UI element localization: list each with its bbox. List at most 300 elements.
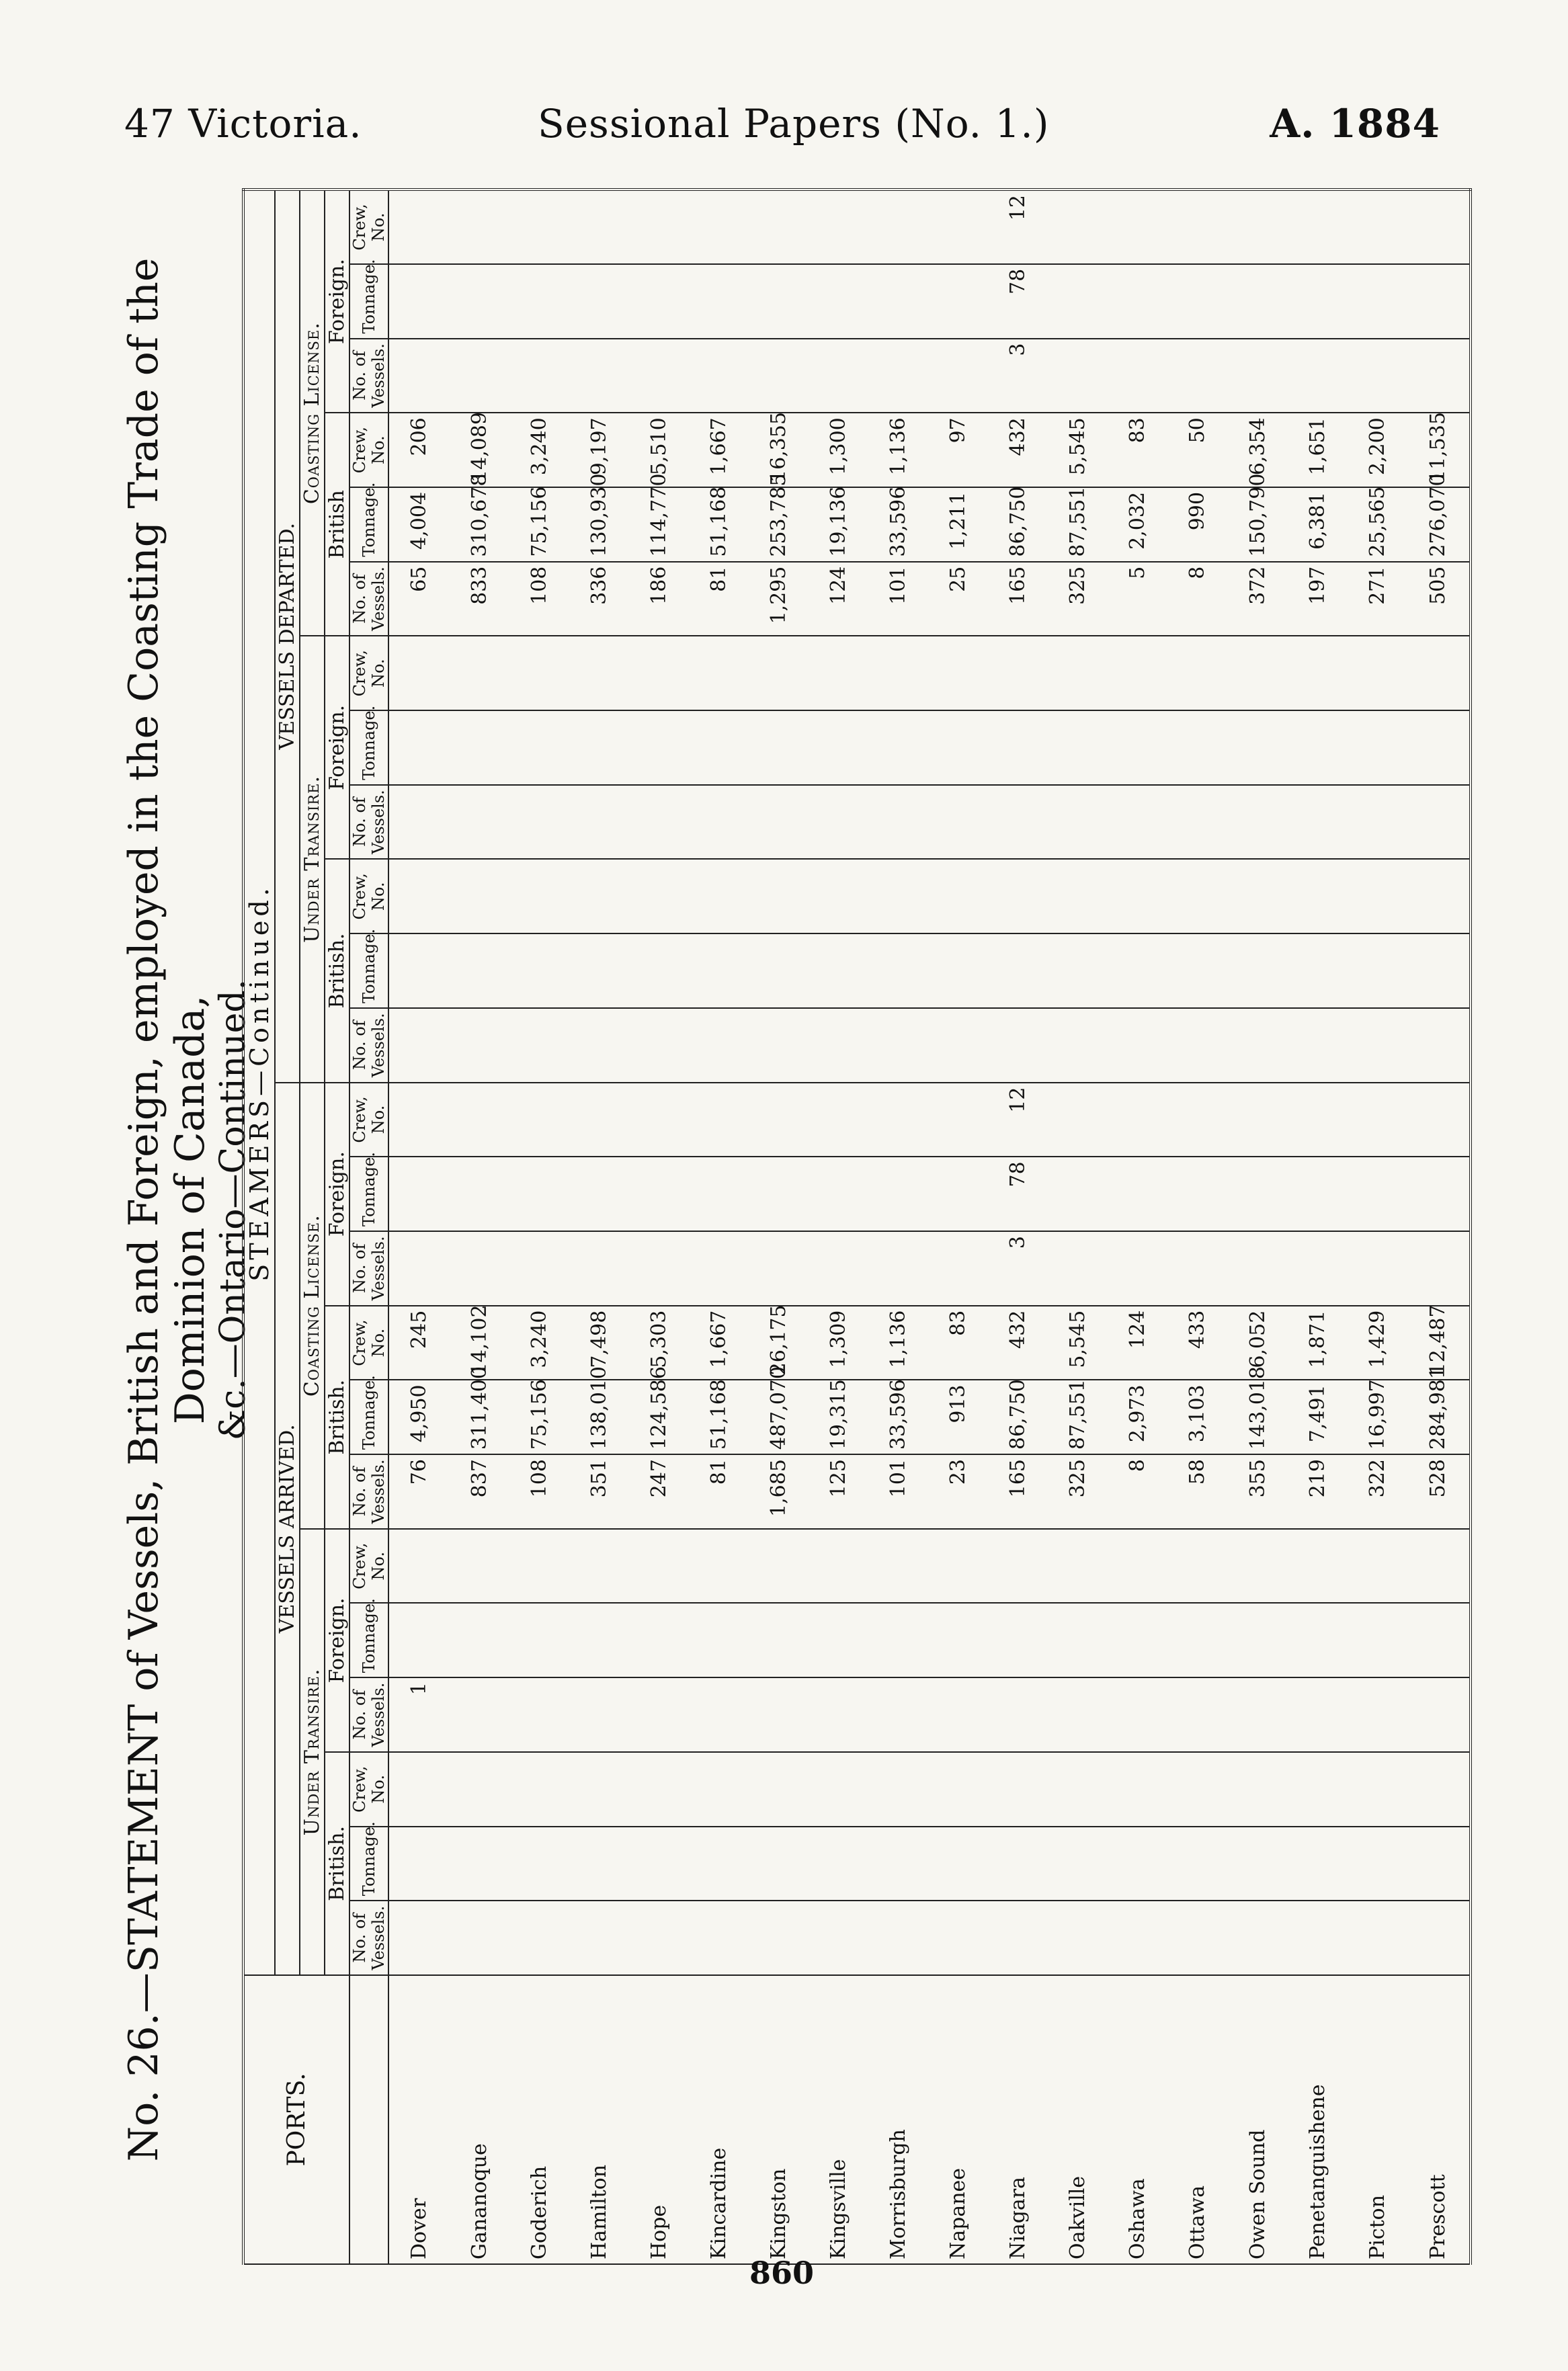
table-cell: [1228, 1752, 1288, 1827]
table-cell: [388, 933, 450, 1008]
table-cell: 1,136: [869, 413, 929, 487]
column-header-crew: Crew, No.: [349, 859, 388, 933]
table-cell: [450, 1827, 509, 1901]
table-cell: [869, 785, 929, 860]
table-cell: [1288, 710, 1348, 785]
ports-header: PORTS.: [243, 1975, 349, 2264]
table-cell: 3: [989, 339, 1048, 413]
table-cell: [1348, 1008, 1407, 1083]
table-cell: [749, 785, 809, 860]
table-cell: [1407, 710, 1471, 785]
table-cell: [869, 1752, 929, 1827]
column-header-tonnage: Tonnage.: [349, 264, 388, 339]
running-head-left: 47 Victoria.: [124, 101, 362, 147]
vessels-arrived-header: VESSELS ARRIVED.: [275, 1083, 300, 1975]
table-cell: [1168, 785, 1228, 860]
table-row: [869, 190, 929, 2264]
table-cell: 1,309: [809, 1306, 869, 1380]
table-row: [630, 190, 690, 2264]
table-cell: [690, 636, 749, 710]
table-cell: [1288, 1901, 1348, 1975]
table-cell: [929, 339, 989, 413]
port-name: Owen Sound: [1228, 1975, 1288, 2264]
table-cell: 50: [1168, 413, 1228, 487]
table-cell: [929, 1529, 989, 1604]
table-cell: [1407, 1157, 1471, 1231]
table-cell: 130,930: [569, 487, 629, 562]
table-cell: 372: [1228, 562, 1288, 636]
table-cell: [1048, 785, 1108, 860]
table-cell: [1048, 1901, 1108, 1975]
table-cell: [690, 1083, 749, 1157]
table-cell: [1288, 1083, 1348, 1157]
table-cell: [869, 1231, 929, 1306]
table-cell: 78: [989, 264, 1048, 339]
table-cell: [929, 710, 989, 785]
port-name: Kingston: [749, 1975, 809, 2264]
table-cell: 108: [509, 1454, 569, 1529]
table-cell: [630, 859, 690, 933]
table-cell: [989, 1008, 1048, 1083]
table-cell: 432: [989, 1306, 1048, 1380]
table-cell: [1168, 859, 1228, 933]
table-cell: [1168, 339, 1228, 413]
table-cell: [630, 1008, 690, 1083]
table-cell: [509, 1827, 569, 1901]
column-header-crew: Crew, No.: [349, 1752, 388, 1827]
table-cell: [1407, 190, 1471, 264]
port-name: Gananoque: [450, 1975, 509, 2264]
table-cell: [569, 1529, 629, 1604]
departed-coasting-license-header: Coasting License.: [300, 190, 325, 636]
table-cell: [1288, 859, 1348, 933]
table-cell: 505: [1407, 562, 1471, 636]
table-cell: [388, 1603, 450, 1677]
table-cell: [388, 1752, 450, 1827]
table-cell: [509, 636, 569, 710]
table-cell: 1: [388, 1677, 450, 1752]
table-cell: [869, 339, 929, 413]
port-name: Kingsville: [809, 1975, 869, 2264]
table-cell: [1048, 1231, 1108, 1306]
table-cell: 124,586: [630, 1380, 690, 1454]
port-name: Kincardine: [690, 1975, 749, 2264]
table-cell: [1108, 1677, 1168, 1752]
table-cell: [929, 859, 989, 933]
table-cell: 487,070: [749, 1380, 809, 1454]
table-cell: [1048, 264, 1108, 339]
table-cell: [749, 710, 809, 785]
table-cell: [1407, 1231, 1471, 1306]
table-cell: 81: [690, 1454, 749, 1529]
table-cell: [388, 1083, 450, 1157]
port-name: Hamilton: [569, 1975, 629, 2264]
table-cell: [450, 1529, 509, 1604]
table-cell: [690, 339, 749, 413]
table-row: [929, 190, 989, 2264]
table-cell: [1048, 1157, 1108, 1231]
table-cell: [1228, 1008, 1288, 1083]
column-header-crew: Crew, No.: [349, 190, 388, 264]
table-cell: [1048, 859, 1108, 933]
table-cell: [1048, 1677, 1108, 1752]
port-name: Oakville: [1048, 1975, 1108, 2264]
table-cell: 25,565: [1348, 487, 1407, 562]
port-name: Hope: [630, 1975, 690, 2264]
table-cell: [690, 1008, 749, 1083]
table-cell: [630, 1827, 690, 1901]
table-cell: [1228, 1603, 1288, 1677]
table-cell: [989, 1827, 1048, 1901]
table-cell: [1348, 1231, 1407, 1306]
port-name: Oshawa: [1108, 1975, 1168, 2264]
table-cell: [1048, 1603, 1108, 1677]
table-cell: [809, 933, 869, 1008]
table-cell: [1108, 1157, 1168, 1231]
table-cell: [1348, 1752, 1407, 1827]
table-cell: 311,400: [450, 1380, 509, 1454]
table-cell: [749, 636, 809, 710]
table-cell: [809, 190, 869, 264]
table-cell: 336: [569, 562, 629, 636]
table-cell: [749, 1529, 809, 1604]
table-cell: [569, 859, 629, 933]
table-cell: [509, 1529, 569, 1604]
table-cell: [869, 1901, 929, 1975]
table-cell: [1108, 339, 1168, 413]
table-cell: [1168, 933, 1228, 1008]
table-cell: [1168, 636, 1228, 710]
table-cell: [749, 264, 809, 339]
table-cell: [569, 1231, 629, 1306]
table-cell: [388, 1901, 450, 1975]
table-cell: [1288, 636, 1348, 710]
table-row: [1407, 190, 1471, 2264]
table-cell: 16,997: [1348, 1380, 1407, 1454]
table-cell: 65: [388, 562, 450, 636]
port-name: Picton: [1348, 1975, 1407, 2264]
column-header-vessels: No. of Vessels.: [349, 339, 388, 413]
table-cell: [1048, 1008, 1108, 1083]
table-cell: [450, 1157, 509, 1231]
table-cell: [388, 264, 450, 339]
table-cell: 2,973: [1108, 1380, 1168, 1454]
table-row: [1048, 190, 1108, 2264]
table-cell: 108: [509, 562, 569, 636]
table-cell: [749, 859, 809, 933]
table-cell: 9,197: [569, 413, 629, 487]
column-header-tonnage: Tonnage.: [349, 1603, 388, 1677]
table-cell: [509, 264, 569, 339]
table-cell: [388, 1157, 450, 1231]
table-cell: [1288, 1008, 1348, 1083]
table-cell: [1407, 1603, 1471, 1677]
table-cell: 5,303: [630, 1306, 690, 1380]
table-cell: [1348, 1827, 1407, 1901]
table-cell: [630, 1752, 690, 1827]
table-cell: [630, 1529, 690, 1604]
table-cell: [388, 710, 450, 785]
table-cell: [450, 859, 509, 933]
table-cell: 1,429: [1348, 1306, 1407, 1380]
table-cell: [749, 1901, 809, 1975]
column-header-tonnage: Tonnage.: [349, 1380, 388, 1454]
table-cell: [690, 264, 749, 339]
table-cell: 528: [1407, 1454, 1471, 1529]
table-cell: [1348, 1529, 1407, 1604]
table-cell: [1348, 1901, 1407, 1975]
subheader-foreign: Foreign.: [325, 190, 349, 413]
table-cell: [450, 190, 509, 264]
table-cell: 33,596: [869, 487, 929, 562]
table-cell: [809, 710, 869, 785]
table-cell: [1108, 859, 1168, 933]
table-cell: [1228, 264, 1288, 339]
table-cell: [1288, 339, 1348, 413]
table-cell: [690, 1901, 749, 1975]
table-cell: [630, 1677, 690, 1752]
column-header-vessels: No. of Vessels.: [349, 562, 388, 636]
table-cell: 1,667: [690, 413, 749, 487]
table-cell: [450, 933, 509, 1008]
table-cell: [929, 933, 989, 1008]
column-header-tonnage: Tonnage.: [349, 1827, 388, 1901]
table-cell: [749, 1677, 809, 1752]
table-cell: [809, 1083, 869, 1157]
departed-under-transire-header: Under Transire.: [300, 636, 325, 1082]
table-cell: [1407, 339, 1471, 413]
coasting-trade-table-wrap: [242, 188, 1472, 2265]
table-cell: [1168, 710, 1228, 785]
subheader-british: British: [325, 413, 349, 636]
table-cell: [1407, 859, 1471, 933]
table-cell: [690, 710, 749, 785]
table-cell: [1228, 785, 1288, 860]
table-cell: [1108, 1231, 1168, 1306]
table-cell: 87,551: [1048, 487, 1108, 562]
table-cell: [989, 1901, 1048, 1975]
table-cell: [749, 1231, 809, 1306]
table-cell: [1168, 1157, 1228, 1231]
table-cell: [1288, 1157, 1348, 1231]
table-row: [1108, 190, 1168, 2264]
table-cell: [690, 1231, 749, 1306]
table-cell: [1407, 1008, 1471, 1083]
table-cell: [929, 1008, 989, 1083]
table-cell: [630, 190, 690, 264]
table-cell: 322: [1348, 1454, 1407, 1529]
table-cell: 51,168: [690, 1380, 749, 1454]
table-cell: 23: [929, 1454, 989, 1529]
table-cell: [1288, 190, 1348, 264]
table-cell: 8: [1108, 1454, 1168, 1529]
table-cell: 1,667: [690, 1306, 749, 1380]
column-header-crew: Crew, No.: [349, 636, 388, 710]
table-cell: 833: [450, 562, 509, 636]
table-cell: 1,651: [1288, 413, 1348, 487]
table-cell: [450, 1603, 509, 1677]
table-cell: [450, 339, 509, 413]
running-head-center: Sessional Papers (No. 1.): [538, 101, 1050, 147]
table-cell: [1407, 264, 1471, 339]
table-cell: [1288, 264, 1348, 339]
table-cell: [388, 1827, 450, 1901]
table-cell: 124: [809, 562, 869, 636]
table-cell: [1348, 190, 1407, 264]
table-cell: [1228, 1901, 1288, 1975]
table-cell: [929, 1603, 989, 1677]
table-cell: [388, 1008, 450, 1083]
table-cell: [1168, 1083, 1228, 1157]
table-cell: [1407, 933, 1471, 1008]
table-cell: [630, 1603, 690, 1677]
table-cell: [929, 1827, 989, 1901]
table-cell: 125: [809, 1454, 869, 1529]
table-cell: 5,545: [1048, 413, 1108, 487]
subheader-british: British.: [325, 859, 349, 1082]
running-head-right: A. 1884: [1270, 101, 1440, 147]
table-cell: [569, 1157, 629, 1231]
table-row: [509, 190, 569, 2264]
table-cell: [1407, 636, 1471, 710]
table-cell: [1108, 1752, 1168, 1827]
table-cell: [569, 636, 629, 710]
table-cell: [1407, 1529, 1471, 1604]
table-cell: [1168, 1529, 1228, 1604]
table-cell: [388, 785, 450, 860]
column-header-tonnage: Tonnage.: [349, 710, 388, 785]
table-cell: [749, 1752, 809, 1827]
table-cell: [869, 1529, 929, 1604]
table-cell: [929, 264, 989, 339]
table-cell: [509, 1603, 569, 1677]
table-cell: 2,200: [1348, 413, 1407, 487]
table-cell: [929, 1083, 989, 1157]
table-cell: 913: [929, 1380, 989, 1454]
table-cell: [929, 785, 989, 860]
port-name: Morrisburgh: [869, 1975, 929, 2264]
table-cell: 3,240: [509, 413, 569, 487]
table-cell: [809, 339, 869, 413]
table-cell: [1348, 264, 1407, 339]
table-cell: 247: [630, 1454, 690, 1529]
port-name: Goderich: [509, 1975, 569, 2264]
table-cell: [929, 1231, 989, 1306]
table-cell: [1108, 1901, 1168, 1975]
table-cell: 83: [1108, 413, 1168, 487]
table-cell: 990: [1168, 487, 1228, 562]
table-cell: 150,790: [1228, 487, 1288, 562]
table-cell: [1108, 933, 1168, 1008]
table-cell: [1108, 1603, 1168, 1677]
column-header-crew: Crew, No.: [349, 1083, 388, 1157]
table-cell: [809, 264, 869, 339]
table-cell: [630, 1231, 690, 1306]
table-cell: [1168, 1901, 1228, 1975]
table-cell: [630, 339, 690, 413]
table-cell: [1288, 1603, 1348, 1677]
column-header-vessels: No. of Vessels.: [349, 1454, 388, 1529]
table-row: [1348, 190, 1407, 2264]
table-cell: [989, 1752, 1048, 1827]
table-cell: [1168, 1752, 1228, 1827]
table-cell: [989, 636, 1048, 710]
table-cell: [929, 636, 989, 710]
table-cell: [749, 1157, 809, 1231]
column-header-vessels: No. of Vessels.: [349, 1677, 388, 1752]
table-cell: [450, 264, 509, 339]
table-row: [1168, 190, 1228, 2264]
table-cell: [1288, 1529, 1348, 1604]
table-cell: [809, 1157, 869, 1231]
coasting-trade-table: [242, 188, 1472, 2265]
table-cell: 58: [1168, 1454, 1228, 1529]
table-cell: 355: [1228, 1454, 1288, 1529]
table-cell: 253,785: [749, 487, 809, 562]
table-cell: 5: [1108, 562, 1168, 636]
table-cell: [388, 1231, 450, 1306]
table-cell: 1,300: [809, 413, 869, 487]
table-cell: 75,156: [509, 487, 569, 562]
table-cell: [869, 710, 929, 785]
column-header-tonnage: Tonnage.: [349, 1157, 388, 1231]
table-row: [569, 190, 629, 2264]
table-cell: [1108, 785, 1168, 860]
table-cell: 2,032: [1108, 487, 1168, 562]
title-line-2: &c.—Ontario—Continued.: [213, 979, 253, 1441]
table-cell: 26,175: [749, 1306, 809, 1380]
table-cell: [1168, 190, 1228, 264]
table-cell: 114,770: [630, 487, 690, 562]
table-row: [989, 190, 1048, 2264]
subheader-foreign: Foreign.: [325, 1529, 349, 1752]
table-cell: [1048, 339, 1108, 413]
table-cell: [1168, 1008, 1228, 1083]
table-cell: [569, 264, 629, 339]
table-cell: 3,103: [1168, 1380, 1228, 1454]
table-cell: [450, 1231, 509, 1306]
table-cell: 433: [1168, 1306, 1228, 1380]
table-cell: [869, 933, 929, 1008]
table-cell: 351: [569, 1454, 629, 1529]
table-cell: [869, 1827, 929, 1901]
table-cell: [569, 1008, 629, 1083]
table-cell: [749, 1603, 809, 1677]
table-cell: [809, 785, 869, 860]
table-cell: [1288, 1677, 1348, 1752]
table-cell: 245: [388, 1306, 450, 1380]
table-cell: [749, 190, 809, 264]
table-cell: [450, 710, 509, 785]
table-cell: [869, 1677, 929, 1752]
table-cell: [388, 859, 450, 933]
table-cell: [1048, 1083, 1108, 1157]
table-cell: [869, 1603, 929, 1677]
table-cell: [809, 1231, 869, 1306]
table-cell: 16,355: [749, 413, 809, 487]
table-cell: [989, 1603, 1048, 1677]
table-cell: [869, 1083, 929, 1157]
table-cell: [1048, 1827, 1108, 1901]
table-row: [450, 190, 509, 2264]
table-cell: 197: [1288, 562, 1348, 636]
table-cell: [1048, 190, 1108, 264]
table-cell: 219: [1288, 1454, 1348, 1529]
table-cell: [1228, 1529, 1288, 1604]
table-cell: [989, 1677, 1048, 1752]
table-cell: 325: [1048, 1454, 1108, 1529]
title-line-1: No. 26.—STATEMENT of Vessels, British and Foreign, employed in the Coasting Trade of the Dominion of Canada,: [120, 257, 214, 2162]
